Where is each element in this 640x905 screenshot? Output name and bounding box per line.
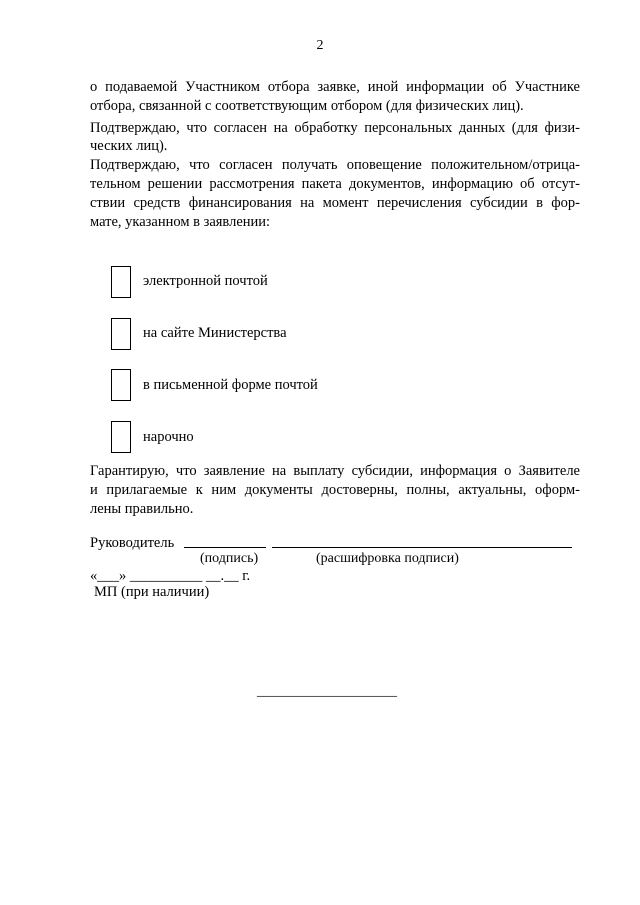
paragraph3-line4: мате, указанном в заявлении:	[90, 214, 271, 230]
paragraph1-line2: отбора, связанной с соответствующим отбором (для физических лиц).	[90, 98, 524, 114]
paragraph2-line1: Подтверждаю, что согласен на обработку персональных данных (для физи-	[90, 120, 580, 136]
checkbox-email[interactable]	[111, 266, 131, 298]
checkbox-ministry-site[interactable]	[111, 318, 131, 350]
option-postal-mail-label: в письменной форме почтой	[143, 377, 318, 393]
option-by-hand-label: нарочно	[143, 429, 194, 445]
page-number: 2	[316, 38, 324, 53]
signature-role: Руководитель	[90, 535, 175, 551]
checkbox-postal-mail[interactable]	[111, 369, 131, 401]
paragraph1-line1: о подаваемой Участником отбора заявке, иной информации об Участнике	[90, 79, 580, 95]
paragraph3-line2: тельном решении рассмотрения пакета документов, информацию об отсут-	[90, 176, 580, 192]
signature-caption: (подпись)	[200, 551, 259, 566]
paragraph4-line1: Гарантирую, что заявление на выплату субсидии, информация о Заявителе	[90, 463, 580, 479]
option-email-label: электронной почтой	[143, 273, 268, 289]
end-rule: ____________________	[257, 684, 397, 699]
paragraph3-line3: ствии средств финансирования на момент перечисления субсидии в фор-	[90, 195, 580, 211]
checkbox-by-hand[interactable]	[111, 421, 131, 453]
signature-decoding-line[interactable]	[272, 547, 572, 548]
date-line: «___» __________ __.__ г.	[90, 568, 251, 584]
option-ministry-site-label: на сайте Министерства	[143, 325, 287, 341]
paragraph4-line3: лены правильно.	[90, 501, 194, 517]
paragraph2-line2: ческих лиц).	[90, 138, 168, 154]
seal-note: МП (при наличии)	[94, 584, 210, 600]
signature-decoding-caption: (расшифровка подписи)	[316, 551, 459, 566]
paragraph3-line1: Подтверждаю, что согласен получать оповещение положительном/отрица-	[90, 157, 580, 173]
paragraph4-line2: и прилагаемые к ним документы достоверны, полны, актуальны, оформ-	[90, 482, 580, 498]
signature-line[interactable]	[184, 547, 266, 548]
